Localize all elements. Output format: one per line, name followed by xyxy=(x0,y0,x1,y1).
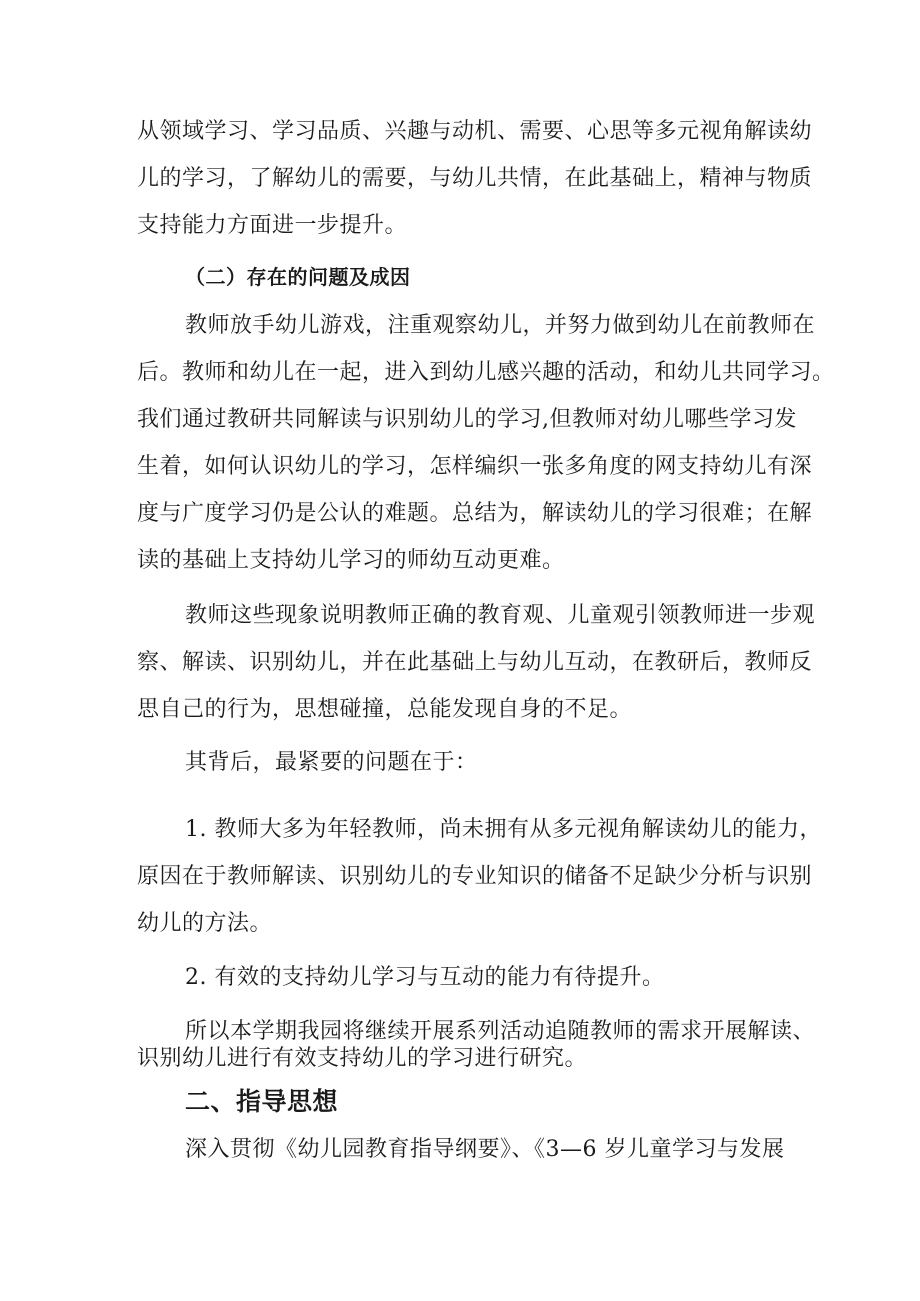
text-line: 从领域学习、学习品质、兴趣与动机、需要、心思等多元视角解读幼 xyxy=(137,119,813,144)
heading-guiding-ideology: 二、指导思想 xyxy=(185,1087,339,1116)
text-line: 儿的学习，了解幼儿的需要，与幼儿共情，在此基础上，精神与物质 xyxy=(137,166,813,191)
text-line: 深入贯彻《幼儿园教育指导纲要》、《3—6 岁儿童学习与发展 xyxy=(185,1137,785,1162)
text-line: 识别幼儿进行有效支持幼儿的学习进行研究。 xyxy=(137,1046,588,1071)
text-line: 所以本学期我园将继续开展系列活动追随教师的需求开展解读、 xyxy=(185,1019,816,1044)
text-line: 察、解读、识别幼儿，并在此基础上与幼儿互动，在教研后，教师反 xyxy=(137,650,813,675)
text-line: 1. 教师大多为年轻教师，尚未拥有从多元视角解读幼儿的能力， xyxy=(185,817,822,842)
text-line: 教师放手幼儿游戏，注重观察幼儿，并努力做到幼儿在前教师在 xyxy=(185,313,816,338)
subheading-problems: （二）存在的问题及成因 xyxy=(185,265,411,289)
list-item: 2. 有效的支持幼儿学习与互动的能力有待提升。 xyxy=(185,965,665,990)
text-line: 幼儿的方法。 xyxy=(137,911,273,936)
text-line: 度与广度学习仍是公认的难题。总结为，解读幼儿的学习很难；在解 xyxy=(137,501,813,526)
text-line: 教师这些现象说明教师正确的教育观、儿童观引领教师进一步观 xyxy=(185,603,816,628)
text-line: 我们通过教研共同解读与识别幼儿的学习,但教师对幼儿哪些学习发 xyxy=(137,407,797,432)
text-line: 后。教师和幼儿在一起，进入到幼儿感兴趣的活动，和幼儿共同学习。 xyxy=(137,360,835,385)
text-line: 读的基础上支持幼儿学习的师幼互动更难。 xyxy=(137,548,565,573)
paragraph-key-issue: 其背后，最紧要的问题在于： xyxy=(185,750,478,775)
text-line: 思自己的行为，思想碰撞，总能发现自身的不足。 xyxy=(137,697,633,722)
text-line: 支持能力方面进一步提升。 xyxy=(137,213,408,238)
text-line: 原因在于教师解读、识别幼儿的专业知识的储备不足缺少分析与识别 xyxy=(137,864,813,889)
text-line: 生着，如何认识幼儿的学习，怎样编织一张多角度的网支持幼儿有深 xyxy=(137,454,813,479)
